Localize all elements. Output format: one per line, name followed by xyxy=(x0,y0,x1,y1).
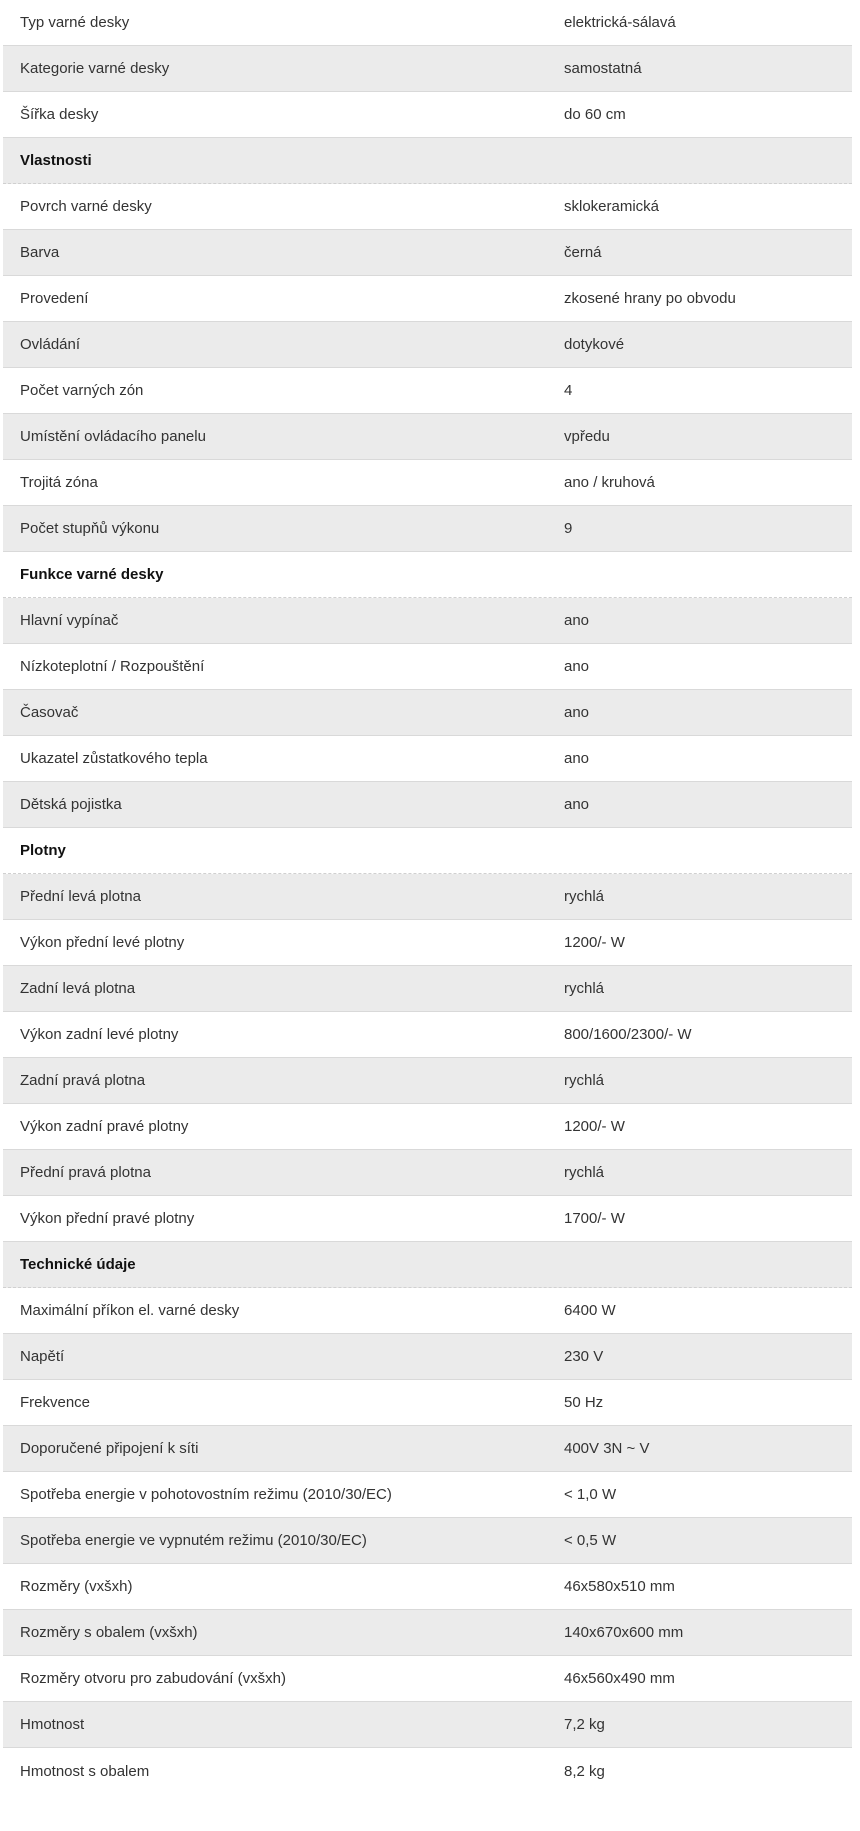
spec-value: 46x580x510 mm xyxy=(564,1578,675,1595)
spec-value: černá xyxy=(564,244,602,261)
spec-label: Frekvence xyxy=(20,1394,91,1411)
spec-label: Počet stupňů výkonu xyxy=(20,520,160,537)
section-header-row xyxy=(3,828,852,874)
section-title: Technické údaje xyxy=(20,1256,136,1273)
spec-row xyxy=(3,1288,852,1334)
spec-label: Dětská pojistka xyxy=(20,796,122,813)
spec-value: ano xyxy=(564,796,590,813)
spec-value: rychlá xyxy=(564,980,605,997)
spec-label: Povrch varné desky xyxy=(20,198,152,215)
spec-value: elektrická-sálavá xyxy=(564,14,676,31)
spec-row xyxy=(3,1058,852,1104)
spec-value: 1200/- W xyxy=(564,934,625,951)
spec-row xyxy=(3,1564,852,1610)
spec-label: Typ varné desky xyxy=(20,14,130,31)
spec-row xyxy=(3,874,852,920)
spec-label: Výkon přední pravé plotny xyxy=(20,1210,195,1227)
spec-table xyxy=(3,0,852,1794)
spec-row xyxy=(3,506,852,552)
spec-row xyxy=(3,1702,852,1748)
spec-label: Přední pravá plotna xyxy=(20,1164,151,1181)
spec-label: Přední levá plotna xyxy=(20,888,141,905)
spec-row xyxy=(3,1656,852,1702)
spec-row xyxy=(3,690,852,736)
spec-label: Výkon zadní levé plotny xyxy=(20,1026,179,1043)
spec-value: 46x560x490 mm xyxy=(564,1670,675,1687)
spec-label: Spotřeba energie v pohotovostním režimu (2010/30/EC) xyxy=(20,1486,392,1503)
spec-value: 1200/- W xyxy=(564,1118,625,1135)
spec-value: 7,2 kg xyxy=(564,1716,605,1733)
spec-value: rychlá xyxy=(564,1164,605,1181)
spec-value: 8,2 kg xyxy=(564,1762,605,1780)
spec-row xyxy=(3,414,852,460)
spec-row xyxy=(3,1150,852,1196)
spec-value: ano / kruhová xyxy=(564,474,655,491)
section-header-row xyxy=(3,552,852,598)
spec-row xyxy=(3,598,852,644)
spec-label: Umístění ovládacího panelu xyxy=(20,428,206,445)
spec-value: rychlá xyxy=(564,888,605,905)
spec-value: ano xyxy=(564,704,590,721)
spec-value: ano xyxy=(564,612,590,629)
section-header-row xyxy=(3,138,852,184)
spec-label: Provedení xyxy=(20,290,89,307)
spec-row xyxy=(3,368,852,414)
spec-label: Výkon přední levé plotny xyxy=(20,934,185,951)
spec-row xyxy=(3,460,852,506)
spec-label: Ukazatel zůstatkového tepla xyxy=(20,750,208,767)
spec-row xyxy=(3,230,852,276)
spec-row xyxy=(3,1104,852,1150)
spec-label: Napětí xyxy=(20,1348,65,1365)
spec-row xyxy=(3,782,852,828)
spec-row xyxy=(3,1748,852,1794)
spec-label: Hlavní vypínač xyxy=(20,612,119,629)
spec-value: samostatná xyxy=(564,60,642,77)
spec-label: Šířka desky xyxy=(20,106,99,123)
spec-label: Hmotnost xyxy=(20,1716,85,1733)
spec-label: Trojitá zóna xyxy=(20,474,98,491)
spec-value: < 0,5 W xyxy=(564,1532,617,1549)
spec-row xyxy=(3,276,852,322)
spec-value: dotykové xyxy=(564,336,625,353)
spec-value: 800/1600/2300/- W xyxy=(564,1026,692,1043)
spec-row xyxy=(3,1610,852,1656)
spec-label: Počet varných zón xyxy=(20,382,144,399)
spec-label: Rozměry (vxšxh) xyxy=(20,1578,133,1595)
spec-value: 1700/- W xyxy=(564,1210,625,1227)
spec-value: sklokeramická xyxy=(564,198,660,215)
spec-value: 4 xyxy=(564,382,573,399)
spec-label: Spotřeba energie ve vypnutém režimu (2010/30/EC) xyxy=(20,1532,367,1549)
spec-label: Barva xyxy=(20,244,60,261)
spec-value: vpředu xyxy=(564,428,610,445)
spec-row xyxy=(3,322,852,368)
spec-row xyxy=(3,736,852,782)
spec-label: Rozměry otvoru pro zabudování (vxšxh) xyxy=(20,1670,286,1687)
section-title: Funkce varné desky xyxy=(20,566,164,583)
spec-label: Hmotnost s obalem xyxy=(20,1762,150,1780)
spec-value: ano xyxy=(564,658,590,675)
spec-row xyxy=(3,1380,852,1426)
spec-row xyxy=(3,92,852,138)
spec-value: 230 V xyxy=(564,1348,604,1365)
spec-value: rychlá xyxy=(564,1072,605,1089)
spec-label: Časovač xyxy=(20,704,79,721)
spec-label: Maximální příkon el. varné desky xyxy=(20,1302,240,1319)
spec-row xyxy=(3,1518,852,1564)
spec-label: Zadní levá plotna xyxy=(20,980,136,997)
section-header-row xyxy=(3,1242,852,1288)
spec-row xyxy=(3,0,852,46)
spec-value: 6400 W xyxy=(564,1302,616,1319)
spec-label: Výkon zadní pravé plotny xyxy=(20,1118,189,1135)
spec-row xyxy=(3,46,852,92)
spec-label: Rozměry s obalem (vxšxh) xyxy=(20,1624,198,1641)
spec-value: 400V 3N ~ V xyxy=(564,1440,650,1457)
spec-row xyxy=(3,1196,852,1242)
spec-value: < 1,0 W xyxy=(564,1486,617,1503)
section-title: Vlastnosti xyxy=(20,152,92,169)
spec-row xyxy=(3,966,852,1012)
spec-row xyxy=(3,1426,852,1472)
spec-label: Zadní pravá plotna xyxy=(20,1072,146,1089)
spec-value: do 60 cm xyxy=(564,106,626,123)
spec-row xyxy=(3,184,852,230)
spec-value: ano xyxy=(564,750,590,767)
section-title: Plotny xyxy=(20,842,66,859)
spec-label: Nízkoteplotní / Rozpouštění xyxy=(20,658,205,675)
spec-label: Ovládání xyxy=(20,336,81,353)
spec-row xyxy=(3,1334,852,1380)
spec-value: 140x670x600 mm xyxy=(564,1624,684,1641)
spec-row xyxy=(3,1472,852,1518)
spec-value: 50 Hz xyxy=(564,1394,604,1411)
spec-row xyxy=(3,1012,852,1058)
spec-label: Kategorie varné desky xyxy=(20,60,170,77)
spec-row xyxy=(3,920,852,966)
spec-row xyxy=(3,644,852,690)
spec-value: 9 xyxy=(564,520,573,537)
spec-value: zkosené hrany po obvodu xyxy=(564,290,736,307)
spec-label: Doporučené připojení k síti xyxy=(20,1440,199,1457)
